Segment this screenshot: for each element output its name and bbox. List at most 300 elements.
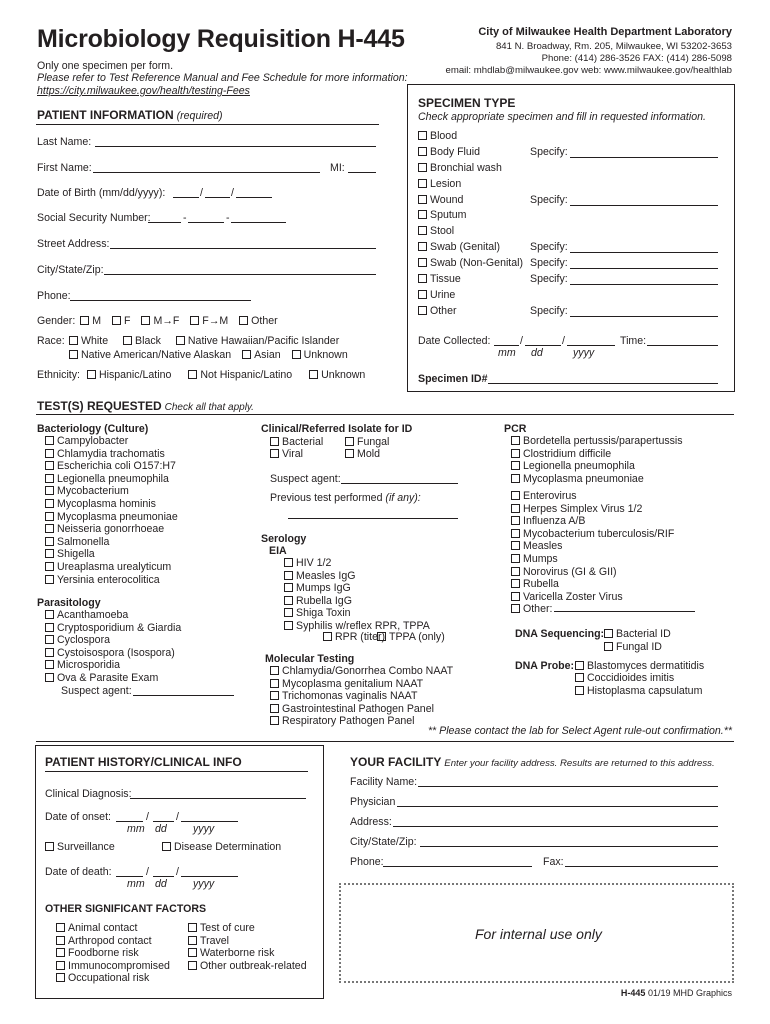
factors-left <box>56 922 170 985</box>
test-option[interactable]: Chlamydia trachomatis <box>45 448 178 461</box>
date-hint-yyyy: yyyy <box>193 878 215 890</box>
date-separator: / <box>176 866 179 878</box>
clinical-option[interactable]: Bacterial <box>270 436 323 448</box>
test-option[interactable]: Enterovirus <box>511 490 674 503</box>
test-option[interactable]: Cystoisospora (Isospora) <box>45 647 181 660</box>
date-collected-year-field[interactable] <box>567 345 615 346</box>
specimen-option[interactable]: Body Fluid <box>418 146 523 162</box>
last-name-field[interactable] <box>95 146 376 147</box>
factor-option[interactable]: Other outbreak-related <box>188 960 307 973</box>
checkbox-icon <box>284 558 293 567</box>
fees-link[interactable]: https://city.milwaukee.gov/health/testing-Fees <box>37 85 250 97</box>
time-field[interactable] <box>647 345 718 346</box>
checkbox-icon <box>56 923 65 932</box>
specimen-option[interactable]: Bronchial wash <box>418 162 523 178</box>
specify-field[interactable] <box>570 205 718 206</box>
suspect-agent-label: Suspect agent: <box>61 685 132 697</box>
dna-probe-option[interactable]: Histoplasma capsulatum <box>575 685 702 697</box>
checkbox-icon <box>604 629 613 638</box>
checkbox-icon <box>45 660 54 669</box>
test-option[interactable]: Mumps <box>511 553 674 566</box>
dna-seq-option[interactable]: Bacterial ID <box>604 628 671 640</box>
checkbox-icon <box>270 449 279 458</box>
checkbox-icon <box>45 610 54 619</box>
onset-month-field[interactable] <box>116 821 143 822</box>
facility-name-field[interactable] <box>418 786 718 787</box>
gender-option[interactable]: Other <box>239 315 278 327</box>
physician-field[interactable] <box>397 806 718 807</box>
checkbox-icon <box>45 635 54 644</box>
factor-option[interactable]: Foodborne risk <box>56 947 170 960</box>
test-option[interactable]: Mycobacterium tuberculosis/RIF <box>511 528 674 541</box>
checkbox-icon <box>45 673 54 682</box>
gender-option[interactable]: M→F <box>141 315 179 327</box>
checkbox-icon <box>418 242 427 251</box>
checkbox-icon <box>242 350 251 359</box>
bacteriology-heading: Bacteriology (Culture) <box>37 423 149 435</box>
date-separator: / <box>146 866 149 878</box>
test-option[interactable]: Rubella <box>511 578 674 591</box>
checkbox-icon <box>511 541 520 550</box>
specify-label: Specify: <box>530 146 568 158</box>
checkbox-icon <box>345 437 354 446</box>
onset-day-field[interactable] <box>153 821 174 822</box>
test-option[interactable]: Syphilis w/reflex RPR, TPPA <box>284 620 430 633</box>
surveillance-option[interactable]: Surveillance <box>45 841 115 853</box>
molecular-list <box>270 665 453 728</box>
specimen-option[interactable]: Wound <box>418 194 523 210</box>
test-option[interactable]: Microsporidia <box>45 659 181 672</box>
specify-label: Specify: <box>530 305 568 317</box>
lab-address: 841 N. Broadway, Rm. 205, Milwaukee, WI 53202-3653 <box>495 41 732 52</box>
last-name-label: Last Name: <box>37 136 92 148</box>
physician-label: Physician <box>350 796 396 808</box>
serology-heading: Serology <box>261 533 307 545</box>
facility-name-label: Facility Name: <box>350 776 418 788</box>
checkbox-icon <box>418 258 427 267</box>
test-option[interactable]: Ova & Parasite Exam <box>45 672 181 685</box>
race-row <box>69 335 339 347</box>
checkbox-icon <box>418 290 427 299</box>
ethnicity-row: Ethnicity: Hispanic/Latino Not Hispanic/Latino Unknown <box>37 369 366 381</box>
mi-field[interactable] <box>348 172 376 173</box>
specimen-option[interactable]: Urine <box>418 289 523 305</box>
checkbox-icon <box>45 524 54 533</box>
pcr-other-field[interactable] <box>554 611 695 612</box>
ethnicity-option[interactable]: Not Hispanic/Latino <box>188 369 292 381</box>
checkbox-icon <box>69 336 78 345</box>
facility-city-field[interactable] <box>420 846 718 847</box>
disease-determination-option[interactable]: Disease Determination <box>162 841 281 853</box>
select-agent-note: ** Please contact the lab for Select Agent rule-out confirmation.** <box>427 725 732 737</box>
checkbox-icon <box>575 673 584 682</box>
ssn-label: Social Security Number: <box>37 212 151 224</box>
test-option[interactable]: Influenza A/B <box>511 515 674 528</box>
test-option[interactable]: Legionella pneumophila <box>511 460 683 473</box>
test-option[interactable]: Bordetella pertussis/parapertussis <box>511 435 683 448</box>
factor-option[interactable]: Immunocompromised <box>56 960 170 973</box>
test-option[interactable]: Measles <box>511 540 674 553</box>
eia-list <box>284 557 430 633</box>
checkbox-icon <box>45 499 54 508</box>
patient-info-heading: PATIENT INFORMATION (required) <box>37 108 223 122</box>
ethnicity-option[interactable]: Hispanic/Latino <box>87 369 171 381</box>
date-collected-month-field[interactable] <box>494 345 519 346</box>
test-option[interactable]: Ureaplasma urealyticum <box>45 561 178 574</box>
factor-option[interactable]: Waterborne risk <box>188 947 307 960</box>
street-label: Street Address: <box>37 238 110 250</box>
specify-field[interactable] <box>570 157 718 158</box>
test-option[interactable]: Mycoplasma pneumoniae <box>45 511 178 524</box>
checkbox-icon <box>270 716 279 725</box>
factor-option[interactable]: Travel <box>188 935 307 948</box>
pcr-list <box>511 490 674 616</box>
race-option[interactable]: White <box>69 335 108 347</box>
checkbox-icon <box>418 163 427 172</box>
dna-probe-option[interactable]: Blastomyces dermatitidis <box>575 660 704 672</box>
date-hint-yyyy: yyyy <box>573 347 595 359</box>
death-label: Date of death: <box>45 866 112 878</box>
history-heading: PATIENT HISTORY/CLINICAL INFO <box>45 755 242 769</box>
checkbox-icon <box>575 686 584 695</box>
gender-option[interactable]: M <box>80 315 101 327</box>
test-option[interactable]: Norovirus (GI & GII) <box>511 566 674 579</box>
date-hint-dd: dd <box>155 823 167 835</box>
date-separator: / <box>562 335 565 347</box>
test-option[interactable]: Acanthamoeba <box>45 609 181 622</box>
date-hint-mm: mm <box>127 823 145 835</box>
ethnicity-option[interactable]: Unknown <box>309 369 365 381</box>
specimen-option[interactable]: Stool <box>418 225 523 241</box>
test-option[interactable]: Salmonella <box>45 536 178 549</box>
specimen-option[interactable]: Blood <box>418 130 523 146</box>
date-separator: / <box>520 335 523 347</box>
dob-separator: / <box>200 187 203 199</box>
checkbox-icon <box>284 571 293 580</box>
internal-use-label: For internal use only <box>475 926 602 942</box>
dna-probe-label: DNA Probe: <box>515 660 575 672</box>
checkbox-icon <box>323 632 332 641</box>
diagnosis-field[interactable] <box>130 798 306 799</box>
death-month-field[interactable] <box>116 876 143 877</box>
checkbox-icon <box>511 554 520 563</box>
factors-right <box>188 922 307 972</box>
checkbox-icon <box>292 350 301 359</box>
test-option[interactable]: Mycoplasma genitalium NAAT <box>270 678 453 691</box>
test-option[interactable]: Shiga Toxin <box>284 607 430 620</box>
specimen-heading: SPECIMEN TYPE <box>418 96 516 110</box>
facility-phone-field[interactable] <box>383 866 532 867</box>
race-option[interactable]: Unknown <box>292 349 348 361</box>
checkbox-icon <box>418 306 427 315</box>
checkbox-icon <box>418 274 427 283</box>
checkbox-icon <box>309 370 318 379</box>
clinical-heading: Clinical/Referred Isolate for ID <box>261 423 413 435</box>
checkbox-icon <box>188 936 197 945</box>
checkbox-icon <box>270 691 279 700</box>
city-field[interactable] <box>104 274 376 275</box>
checkbox-icon <box>270 704 279 713</box>
checkbox-icon <box>418 179 427 188</box>
date-hint-dd: dd <box>531 347 543 359</box>
clinical-suspect-field[interactable] <box>341 483 458 484</box>
checkbox-icon <box>511 504 520 513</box>
specimen-option[interactable]: Other <box>418 305 523 321</box>
checkbox-icon <box>188 948 197 957</box>
checkbox-icon <box>69 350 78 359</box>
test-option[interactable]: Neisseria gonorrhoeae <box>45 523 178 536</box>
factor-option[interactable]: Occupational risk <box>56 972 170 985</box>
checkbox-icon <box>270 437 279 446</box>
specimen-id-field[interactable] <box>488 383 718 384</box>
checkbox-icon <box>45 537 54 546</box>
checkbox-icon <box>239 316 248 325</box>
test-option[interactable]: Respiratory Pathogen Panel <box>270 715 453 728</box>
lab-phone: Phone: (414) 286-3526 FAX: (414) 286-5098 <box>541 53 732 64</box>
parasitology-heading: Parasitology <box>37 597 101 609</box>
specify-label: Specify: <box>530 273 568 285</box>
syphilis-option[interactable]: TPPA (only) <box>377 631 445 643</box>
onset-year-field[interactable] <box>181 821 238 822</box>
specimen-list <box>418 130 523 321</box>
specify-label: Specify: <box>530 257 568 269</box>
checkbox-icon <box>45 474 54 483</box>
specify-field[interactable] <box>570 316 718 317</box>
dna-probe-option[interactable]: Coccidioides imitis <box>575 672 674 684</box>
specify-label: Specify: <box>530 241 568 253</box>
checkbox-icon <box>511 604 520 613</box>
factor-option[interactable]: Test of cure <box>188 922 307 935</box>
checkbox-icon <box>604 642 613 651</box>
lab-name: City of Milwaukee Health Department Laboratory <box>478 26 732 38</box>
first-name-label: First Name: <box>37 162 92 174</box>
facility-phone-label: Phone: <box>350 856 384 868</box>
specify-label: Specify: <box>530 194 568 206</box>
checkbox-icon <box>418 131 427 140</box>
pcr-list <box>511 435 683 485</box>
checkbox-icon <box>45 575 54 584</box>
checkbox-icon <box>511 516 520 525</box>
checkbox-icon <box>45 486 54 495</box>
checkbox-icon <box>80 316 89 325</box>
checkbox-icon <box>270 666 279 675</box>
syphilis-option[interactable]: RPR (titer) <box>323 631 385 643</box>
gender-option[interactable]: F <box>112 315 130 327</box>
first-name-field[interactable] <box>93 172 320 173</box>
checkbox-icon <box>345 449 354 458</box>
checkbox-icon <box>188 961 197 970</box>
factor-option[interactable]: Animal contact <box>56 922 170 935</box>
previous-test-label: Previous test performed (if any): <box>270 492 421 504</box>
phone-field[interactable] <box>70 300 251 301</box>
onset-label: Date of onset: <box>45 811 111 823</box>
checkbox-icon <box>418 210 427 219</box>
test-option[interactable]: Campylobacter <box>45 435 178 448</box>
checkbox-icon <box>188 370 197 379</box>
dob-month-field[interactable] <box>173 197 199 198</box>
previous-test-field[interactable] <box>288 518 458 519</box>
checkbox-icon <box>45 562 54 571</box>
checkbox-icon <box>511 579 520 588</box>
specify-field[interactable] <box>570 268 718 269</box>
ssn-separator: - <box>226 212 230 224</box>
checkbox-icon <box>190 316 199 325</box>
dob-separator: / <box>231 187 234 199</box>
checkbox-icon <box>284 596 293 605</box>
checkbox-icon <box>45 648 54 657</box>
race-option[interactable]: Asian <box>242 349 281 361</box>
test-option[interactable]: HIV 1/2 <box>284 557 430 570</box>
dob-year-field[interactable] <box>236 197 272 198</box>
checkbox-icon <box>418 147 427 156</box>
date-separator: / <box>146 811 149 823</box>
test-option[interactable]: Mycoplasma hominis <box>45 498 178 511</box>
parasitology-list <box>45 609 181 685</box>
test-option[interactable]: Chlamydia/Gonorrhea Combo NAAT <box>270 665 453 678</box>
facility-city-label: City/State/Zip: <box>350 836 417 848</box>
suspect-agent-field[interactable] <box>133 695 234 696</box>
test-option[interactable]: Herpes Simplex Virus 1/2 <box>511 503 674 516</box>
address-field[interactable] <box>393 826 718 827</box>
race-option[interactable]: Black <box>123 335 161 347</box>
checkbox-icon <box>511 529 520 538</box>
checkbox-icon <box>45 461 54 470</box>
gender-option[interactable]: F→M <box>190 315 228 327</box>
death-day-field[interactable] <box>153 876 174 877</box>
specimen-note: Only one specimen per form. <box>37 60 174 72</box>
eia-heading: EIA <box>269 545 287 557</box>
checkbox-icon <box>188 923 197 932</box>
test-option[interactable]: Gastrointestinal Pathogen Panel <box>270 703 453 716</box>
checkbox-icon <box>112 316 121 325</box>
checkbox-icon <box>270 679 279 688</box>
date-hint-mm: mm <box>127 878 145 890</box>
street-field[interactable] <box>110 248 376 249</box>
test-option[interactable]: Mycoplasma pneumoniae <box>511 473 683 486</box>
factors-heading: OTHER SIGNIFICANT FACTORS <box>45 903 207 915</box>
address-label: Address: <box>350 816 392 828</box>
test-option[interactable]: Mycobacterium <box>45 485 178 498</box>
test-option[interactable]: Rubella IgG <box>284 595 430 608</box>
test-option[interactable]: Other: <box>511 603 674 616</box>
specify-field[interactable] <box>570 284 718 285</box>
checkbox-icon <box>284 608 293 617</box>
checkbox-icon <box>284 621 293 630</box>
ssn-part3-field[interactable] <box>231 222 286 223</box>
checkbox-icon <box>45 512 54 521</box>
checkbox-icon <box>418 195 427 204</box>
dob-label: Date of Birth (mm/dd/yyyy): <box>37 187 166 199</box>
checkbox-icon <box>418 226 427 235</box>
date-hint-yyyy: yyyy <box>193 823 215 835</box>
specimen-instruction: Check appropriate specimen and fill in requested information. <box>418 111 706 123</box>
date-hint-dd: dd <box>155 878 167 890</box>
specimen-option[interactable]: Tissue <box>418 273 523 289</box>
diagnosis-label: Clinical Diagnosis: <box>45 788 132 800</box>
test-option[interactable]: Trichomonas vaginalis NAAT <box>270 690 453 703</box>
specimen-option[interactable]: Sputum <box>418 209 523 225</box>
phone-label: Phone: <box>37 290 71 302</box>
date-collected-label: Date Collected: <box>418 335 491 347</box>
dna-sequencing-label: DNA Sequencing: <box>515 628 605 640</box>
race-option[interactable]: Native American/Native Alaskan <box>69 349 231 361</box>
clinical-option[interactable]: Mold <box>345 448 380 460</box>
clinical-option[interactable]: Fungal <box>345 436 389 448</box>
pcr-heading: PCR <box>504 423 527 435</box>
footer: H-445 01/19 MHD Graphics <box>620 988 732 998</box>
checkbox-icon <box>511 592 520 601</box>
death-year-field[interactable] <box>181 876 238 877</box>
clinical-option[interactable]: Viral <box>270 448 303 460</box>
race-row <box>69 349 348 361</box>
reference-note: Please refer to Test Reference Manual and Fee Schedule for more information: <box>37 72 408 84</box>
test-option[interactable]: Shigella <box>45 548 178 561</box>
checkbox-icon <box>511 567 520 576</box>
ssn-part2-field[interactable] <box>188 222 224 223</box>
gender-row: Gender: M F M→F F→M Other <box>37 315 278 327</box>
test-option[interactable]: Measles IgG <box>284 570 430 583</box>
test-option[interactable]: Clostridium difficile <box>511 448 683 461</box>
checkbox-icon <box>141 316 150 325</box>
checkbox-icon <box>45 623 54 632</box>
checkbox-icon <box>511 436 520 445</box>
ssn-part1-field[interactable] <box>148 222 181 223</box>
bacteriology-list <box>45 435 178 586</box>
specimen-option[interactable]: Swab (Non-Genital) <box>418 257 523 273</box>
test-option[interactable]: Yersinia enterocolitica <box>45 574 178 587</box>
time-label: Time: <box>620 335 647 347</box>
checkbox-icon <box>162 842 171 851</box>
facility-heading: YOUR FACILITY Enter your facility address. Results are returned to this address. <box>350 755 715 769</box>
test-option[interactable]: Cyclospora <box>45 634 181 647</box>
test-option[interactable]: Cryptosporidium & Giardia <box>45 622 181 635</box>
factor-option[interactable]: Arthropod contact <box>56 935 170 948</box>
checkbox-icon <box>45 436 54 445</box>
checkbox-icon <box>56 948 65 957</box>
specify-field[interactable] <box>570 252 718 253</box>
test-option[interactable]: Escherichia coli O157:H7 <box>45 460 178 473</box>
checkbox-icon <box>511 491 520 500</box>
test-option[interactable]: Varicella Zoster Virus <box>511 591 674 604</box>
dna-seq-option[interactable]: Fungal ID <box>604 641 662 653</box>
clinical-suspect-label: Suspect agent: <box>270 473 341 485</box>
checkbox-icon <box>45 842 54 851</box>
checkbox-icon <box>56 973 65 982</box>
facility-fax-label: Fax: <box>543 856 564 868</box>
specimen-id-label: Specimen ID# <box>418 373 488 385</box>
checkbox-icon <box>45 549 54 558</box>
test-option[interactable]: Mumps IgG <box>284 582 430 595</box>
specimen-option[interactable]: Swab (Genital) <box>418 241 523 257</box>
dob-day-field[interactable] <box>205 197 230 198</box>
test-option[interactable]: Legionella pneumophila <box>45 473 178 486</box>
molecular-heading: Molecular Testing <box>265 653 355 665</box>
page-title: Microbiology Requisition H-445 <box>37 25 405 53</box>
date-hint-mm: mm <box>498 347 516 359</box>
race-option[interactable]: Native Hawaiian/Pacific Islander <box>176 335 339 347</box>
date-collected-day-field[interactable] <box>525 345 561 346</box>
specimen-option[interactable]: Lesion <box>418 178 523 194</box>
checkbox-icon <box>511 461 520 470</box>
lab-contact: email: mhdlab@milwaukee.gov web: www.milwaukee.gov/healthlab <box>445 65 732 76</box>
checkbox-icon <box>284 583 293 592</box>
facility-fax-field[interactable] <box>565 866 718 867</box>
mi-label: MI: <box>330 162 345 174</box>
date-separator: / <box>176 811 179 823</box>
checkbox-icon <box>377 632 386 641</box>
checkbox-icon <box>176 336 185 345</box>
checkbox-icon <box>511 449 520 458</box>
